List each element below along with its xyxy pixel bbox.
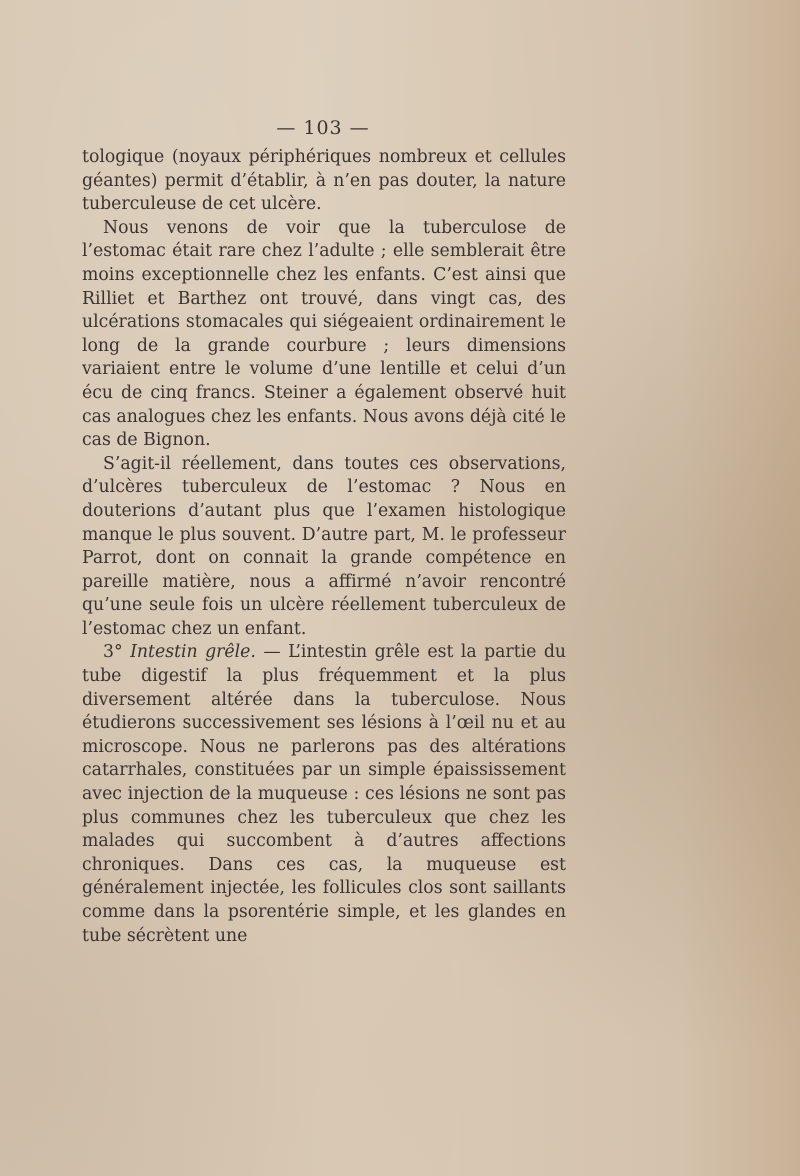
paragraph-1: tologique (noyaux périphériques nombreux et cellules géantes) permit d’établir, à n’en pas douter, la nature tuberculeuse de cet ulcère. <box>82 147 566 215</box>
page-number: — 103 — <box>276 117 370 139</box>
paragraph-2: Nous venons de voir que la tuberculose de l’estomac était rare chez l’adulte ; elle semblerait être moins exceptionnelle chez les enfants. C’est ainsi que Rilliet et Barthez ont trouvé, dans vingt cas, des ulcérations stomacales qui siégeaient ordinairement le long de la grande courbure ; leurs dimensions variaient entre le volume d’une lentille et celui d’un écu de cinq francs. Steiner a également observé huit cas analogues chez les enfants. Nous avons déjà cité le cas de Bignon. <box>82 217 566 451</box>
section-number: 3° <box>103 642 123 663</box>
section-heading: Intestin grêle. <box>130 642 256 663</box>
section-dash: — <box>263 642 281 663</box>
paragraph-3: S’agit-il réellement, dans toutes ces observations, d’ulcères tuberculeux de l’estomac ? Nous en douterions d’autant plus que l’examen histologique manque le plus souvent. D’autre part, M. le professeur Parrot, dont on connait la grande compétence en pareille matière, nous a affirmé n’avoir rencontré qu’une seule fois un ulcère réellement tuberculeux de l’estomac chez un enfant. <box>82 453 566 639</box>
main-text <box>82 146 566 948</box>
section-paragraph <box>82 641 566 948</box>
section-text: L’intestin grêle est la partie du tube digestif la plus fréquemment et la plus diversement altérée dans la tuberculose. Nous étudierons successivement ses lésions à l’œil nu et au microscope. Nous ne parlerons pas des altérations catarrhales, constituées par un simple épaississement avec injection de la muqueuse : ces lésions ne sont pas plus communes chez les tuberculeux que chez les malades qui succombent à d’autres affections chroniques. Dans ces cas, la muqueuse est généralement injectée, les follicules clos sont saillants comme dans la psorentérie simple, et les glandes en tube sécrètent une <box>82 642 567 946</box>
